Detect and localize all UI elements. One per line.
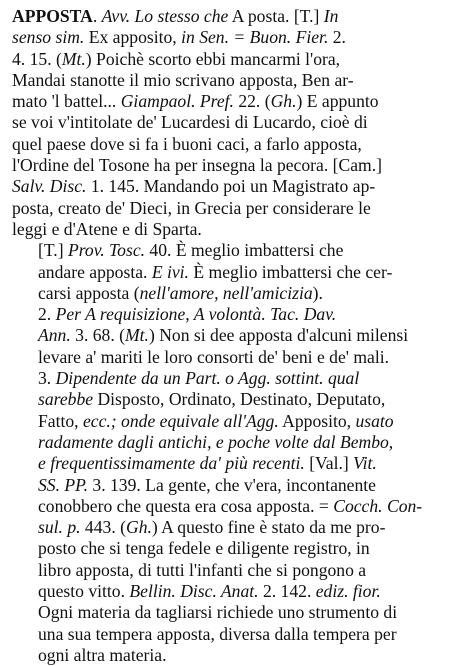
text-line (12, 602, 457, 623)
text-run: ) Non si dee apposta d'alcuni milensi (148, 325, 409, 346)
text-line (12, 368, 457, 389)
text-line (12, 624, 457, 645)
text-run: una sua tempera apposta, diversa dalla tempera per (38, 623, 397, 644)
text-run: l'Ordine del Tosone ha per insegna la pecora. [Cam.] (12, 155, 382, 176)
italic-text: Mt. (125, 325, 149, 346)
text-run: andare apposta. (38, 261, 152, 282)
text-line (12, 27, 457, 48)
text-run: ) E appunto (296, 91, 379, 112)
text-run: ) Poichè scorto ebbi mancarmi l'ora, (85, 48, 341, 69)
text-run: [T.] (38, 240, 68, 261)
text-run: Fatto, (38, 410, 83, 431)
text-run: 3. (38, 368, 56, 389)
text-line (12, 411, 457, 432)
text-run: Mandai stanotte il mio scrivano apposta, Ben ar- (12, 69, 354, 90)
text-run: 2. 142. (258, 581, 316, 602)
text-line (12, 645, 457, 666)
text-run: ogni altra materia. (38, 644, 167, 665)
italic-text: nell'amore, nell'amicizia (139, 282, 313, 303)
text-line (12, 134, 457, 155)
text-run: È meglio imbattersi che cer- (188, 261, 393, 282)
italic-text: Vit. (353, 453, 377, 474)
italic-text: Gh. (125, 517, 152, 538)
text-line (12, 496, 457, 517)
text-line (12, 155, 457, 176)
text-run: 4. 15. ( (12, 48, 62, 69)
text-line (12, 112, 457, 133)
italic-text: e frequentissimamente da' più recenti. (38, 453, 305, 474)
text-line (12, 240, 457, 261)
text-run: posta, creato de' Dieci, in Grecia per considerare le (12, 197, 371, 218)
italic-text: usato (355, 410, 394, 431)
text-run: mato 'l battel... (12, 91, 121, 112)
text-run: Ex apposito, (84, 27, 182, 48)
text-line (12, 560, 457, 581)
text-run: Apposito, (278, 410, 356, 431)
text-run: 443. ( (80, 517, 126, 538)
italic-text: Cocch. Con- (333, 495, 423, 516)
text-line (12, 475, 457, 496)
italic-text: sarebbe (38, 389, 94, 410)
italic-text: Mt. (61, 48, 86, 69)
text-run: carsi apposta ( (38, 282, 140, 303)
headword: APPOSTA (12, 6, 93, 26)
text-run: se voi v'intitolate de' Lucardesi di Lucardo, cioè di (12, 112, 368, 133)
text-run: 2. (38, 304, 56, 325)
italic-text: radamente dagli antichi, e poche volte dal Bembo, (38, 431, 394, 452)
text-line (12, 581, 457, 602)
entry-paragraph (12, 6, 457, 240)
text-line (12, 453, 457, 474)
text-line (12, 517, 457, 538)
text-run: A posta. [T.] (228, 6, 324, 26)
text-line (12, 347, 457, 368)
text-run: ). (312, 282, 323, 303)
italic-text: Ann. (38, 325, 71, 346)
text-run: 2. (328, 27, 346, 48)
entry-paragraph (12, 304, 457, 368)
text-line (12, 49, 457, 70)
text-run: conobbero che questa era cosa apposta. = (38, 495, 334, 516)
italic-text: Bellin. Disc. Anat. (129, 581, 259, 602)
text-run: questo vitto. (38, 581, 130, 602)
text-line (12, 176, 457, 197)
text-run: . (92, 6, 102, 26)
text-run: Ogni materia da tagliarsi richiede uno strumento di (38, 602, 398, 623)
italic-text: Dipendente da un Part. o Agg. sottint. qual (55, 368, 360, 389)
text-line (12, 389, 457, 410)
italic-text: Per A requisizione, A volontà. Tac. Dav. (55, 304, 337, 325)
text-line (12, 304, 457, 325)
italic-text: Giampaol. Pref. (120, 91, 234, 112)
text-line (12, 219, 457, 240)
text-run: libro apposta, di tutti l'infanti che si pongono a (38, 559, 367, 580)
text-line (12, 70, 457, 91)
italic-text: ediz. fior. (315, 581, 381, 602)
italic-text: sul. p. (38, 517, 81, 538)
text-line (12, 91, 457, 112)
entry-paragraph (12, 240, 457, 304)
italic-text: in Sen. = Buon. Fier. (181, 27, 329, 48)
dictionary-entry-apposta (12, 6, 457, 666)
italic-text: In (323, 6, 339, 26)
text-line (12, 538, 457, 559)
text-run: 1. 145. Mandando poi un Magistrato ap- (86, 176, 376, 197)
italic-text: SS. PP. (38, 474, 89, 495)
text-run: 22. ( (233, 91, 271, 112)
text-line (12, 262, 457, 283)
text-run: levare a' mariti le loro consorti de' beni e de' mali. (38, 346, 389, 367)
text-run: 3. 139. La gente, che v'era, incontanente (88, 474, 376, 495)
italic-text: senso sim. (12, 27, 85, 48)
text-run: 40. È meglio imbattersi che (145, 240, 344, 261)
italic-text: Gh. (270, 91, 297, 112)
text-run: quel paese dove si fa i buoni caci, a farlo apposta, (12, 133, 362, 154)
text-run: 3. 68. ( (70, 325, 125, 346)
text-run: [Val.] (304, 453, 354, 474)
text-line (12, 432, 457, 453)
italic-text: Salv. Disc. (12, 176, 87, 197)
text-line (12, 198, 457, 219)
text-run: posto che si tenga fedele e diligente registro, in (38, 538, 370, 559)
text-line (12, 325, 457, 346)
italic-text: E ivi. (151, 261, 189, 282)
text-run: Disposto, Ordinato, Destinato, Deputato, (93, 389, 386, 410)
italic-text: ecc.; onde equivale all'Agg. (82, 410, 279, 431)
text-line (12, 6, 457, 27)
text-run: leggi e d'Atene e di Sparta. (12, 218, 202, 239)
italic-text: Avv. Lo stesso che (101, 6, 229, 26)
entry-paragraph (12, 368, 457, 666)
italic-text: Prov. Tosc. (67, 240, 146, 261)
text-run: ) A questo fine è stato da me pro- (151, 517, 386, 538)
text-line (12, 283, 457, 304)
